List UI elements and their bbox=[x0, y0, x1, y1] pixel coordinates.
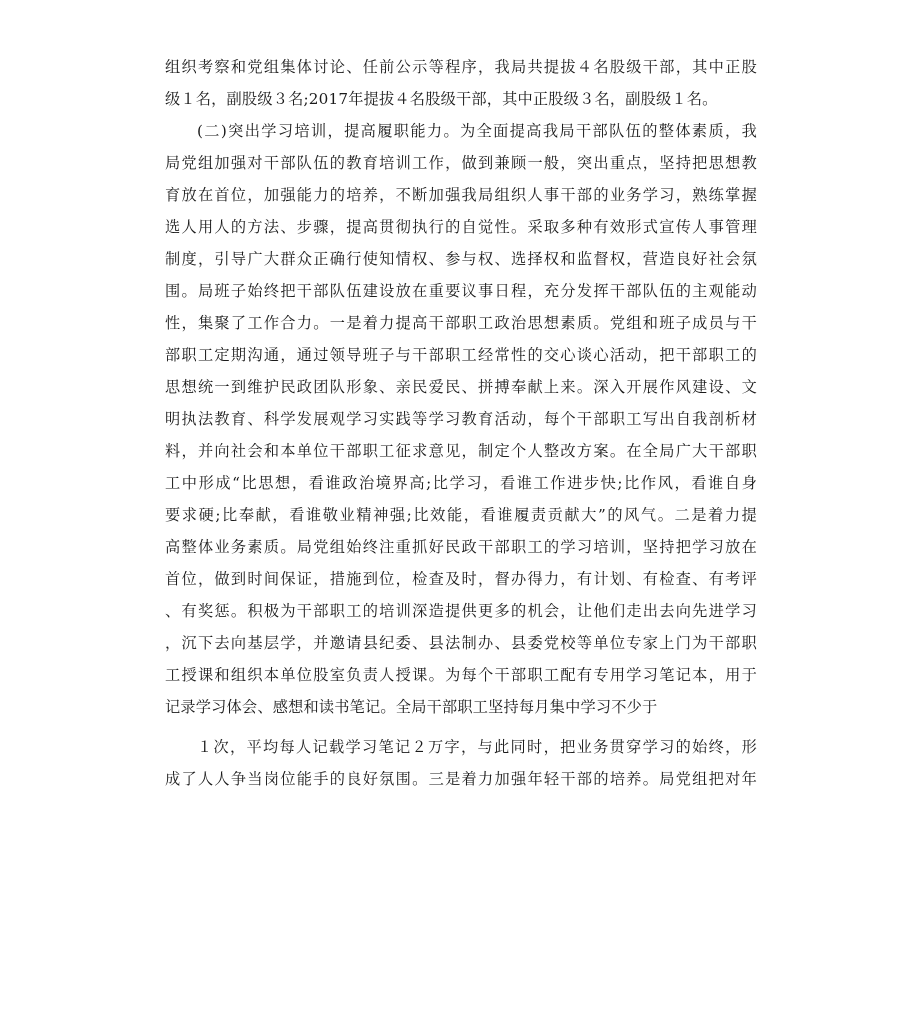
text-line: 围。局班子始终把干部队伍建设放在重要议事日程，充分发挥干部队伍的主观能动 bbox=[165, 282, 757, 300]
text-line: 性，集聚了工作合力。一是着力提高干部职工政治思想素质。党组和班子成员与干 bbox=[165, 314, 757, 332]
text-line: 制度，引导广大群众正确行使知情权、参与权、选择权和监督权，营造良好社会氛 bbox=[165, 250, 757, 268]
text-line: 育放在首位，加强能力的培养，不断加强我局组织人事干部的业务学习，熟练掌握 bbox=[165, 186, 757, 204]
text-line: 级１名，副股级３名;2017年提拔４名股级干部，其中正股级３名，副股级１名。 bbox=[165, 90, 718, 108]
text-line: 高整体业务素质。局党组始终注重抓好民政干部职工的学习培训，坚持把学习放在 bbox=[165, 538, 757, 556]
text-line: 工中形成“比思想，看谁政治境界高;比学习，看谁工作进步快;比作风，看谁自身 bbox=[165, 474, 757, 492]
paragraph-start-line: １次，平均每人记载学习笔记２万字，与此同时，把业务贯穿学习的始终，形 bbox=[197, 738, 757, 756]
text-line: 局党组加强对干部队伍的教育培训工作，做到兼顾一般，突出重点，坚持把思想教 bbox=[165, 154, 757, 172]
text-line: 选人用人的方法、步骤，提高贯彻执行的自觉性。采取多种有效形式宣传人事管理 bbox=[165, 218, 757, 236]
text-line: 成了人人争当岗位能手的良好氛围。三是着力加强年轻干部的培养。局党组把对年 bbox=[165, 770, 757, 788]
text-line: 部职工定期沟通，通过领导班子与干部职工经常性的交心谈心活动，把干部职工的 bbox=[165, 346, 757, 364]
text-line: 组织考察和党组集体讨论、任前公示等程序，我局共提拔４名股级干部，其中正股 bbox=[165, 58, 757, 76]
text-line: 首位，做到时间保证，措施到位，检查及时，督办得力，有计划、有检查、有考评 bbox=[165, 570, 757, 588]
text-line: 思想统一到维护民政团队形象、亲民爱民、拼搏奉献上来。深入开展作风建设、文 bbox=[165, 378, 757, 396]
text-line: 工授课和组织本单位股室负责人授课。为每个干部职工配有专用学习笔记本，用于 bbox=[165, 666, 757, 684]
text-line: ，沉下去向基层学，并邀请县纪委、县法制办、县委党校等单位专家上门为干部职 bbox=[165, 634, 757, 652]
paragraph-start-line: (二)突出学习培训，提高履职能力。为全面提高我局干部队伍的整体素质，我 bbox=[197, 122, 757, 140]
text-line: 明执法教育、科学发展观学习实践等学习教育活动，每个干部职工写出自我剖析材 bbox=[165, 410, 757, 428]
text-line: 要求硬;比奉献，看谁敬业精神强;比效能，看谁履责贡献大”的风气。二是着力提 bbox=[165, 506, 757, 524]
text-line: 、有奖惩。积极为干部职工的培训深造提供更多的机会，让他们走出去向先进学习 bbox=[165, 602, 757, 620]
text-line: 记录学习体会、感想和读书笔记。全局干部职工坚持每月集中学习不少于 bbox=[165, 698, 658, 716]
text-line: 料，并向社会和本单位干部职工征求意见，制定个人整改方案。在全局广大干部职 bbox=[165, 442, 757, 460]
